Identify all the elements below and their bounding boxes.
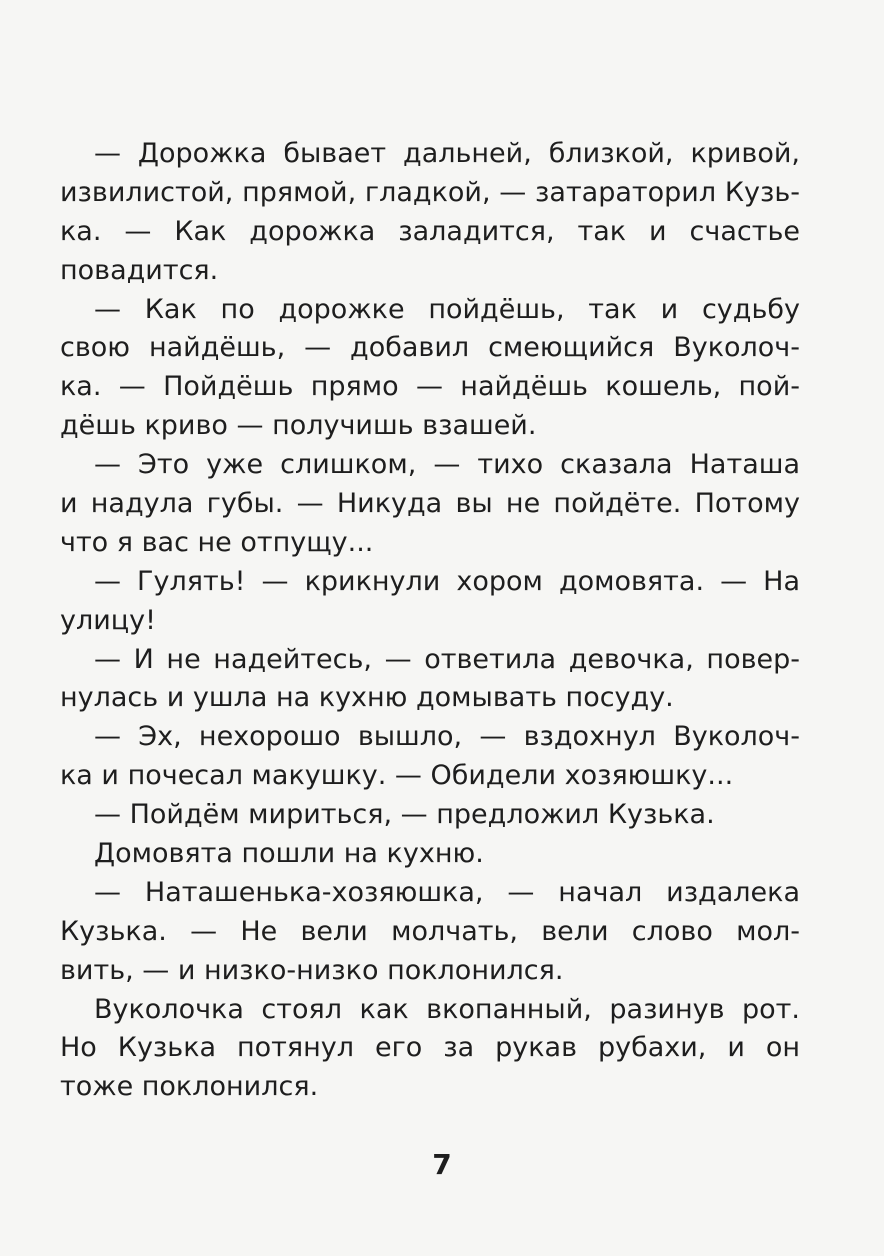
text-line: улицу! — [60, 604, 156, 636]
text-line: ка и почесал макушку. — Обидели хозяюшку... — [60, 760, 734, 792]
text-line: — Это уже слишком, — тихо сказала Наташа — [94, 449, 800, 481]
text-line: Кузька. — Не вели молчать, вели слово мол- — [60, 915, 800, 947]
text-line: — Наташенька-хозяюшка, — начал издалека — [94, 876, 800, 908]
text-line: — Как по дорожке пойдёшь, так и судьбу — [94, 293, 800, 325]
page-number: 7 — [432, 1148, 452, 1181]
body-text — [60, 135, 800, 1107]
text-line: — Эх, нехорошо вышло, — вздохнул Вуколоч- — [94, 721, 800, 753]
text-line: нулась и ушла на кухню домывать посуду. — [60, 682, 674, 714]
text-line: Домовята пошли на кухню. — [94, 838, 484, 870]
text-line: — Гулять! — крикнули хором домовята. — На — [94, 565, 800, 597]
text-line: дёшь криво — получишь взашей. — [60, 410, 537, 442]
text-line: и надула губы. — Никуда вы не пойдёте. Потому — [60, 488, 800, 520]
text-line: вить, — и низко-низко поклонился. — [60, 954, 564, 986]
text-line: повадится. — [60, 254, 219, 286]
text-line: извилистой, прямой, гладкой, — затараторил Кузь- — [60, 176, 800, 208]
text-line: Вуколочка стоял как вкопанный, разинув рот. — [94, 993, 800, 1025]
text-line: ка. — Пойдёшь прямо — найдёшь кошель, пой- — [60, 371, 800, 403]
text-line: — Дорожка бывает дальней, близкой, кривой, — [94, 138, 800, 169]
text-line: ка. — Как дорожка заладится, так и счастье — [60, 215, 800, 247]
text-line: что я вас не отпущу... — [60, 526, 374, 558]
text-line: Но Кузька потянул его за рукав рубахи, и он — [60, 1032, 800, 1064]
text-line: — Пойдём мириться, — предложил Кузька. — [94, 799, 715, 831]
text-line: — И не надейтесь, — ответила девочка, повер- — [94, 643, 800, 675]
text-line: свою найдёшь, — добавил смеющийся Вуколоч- — [60, 332, 800, 364]
text-line: тоже поклонился. — [60, 1071, 319, 1103]
